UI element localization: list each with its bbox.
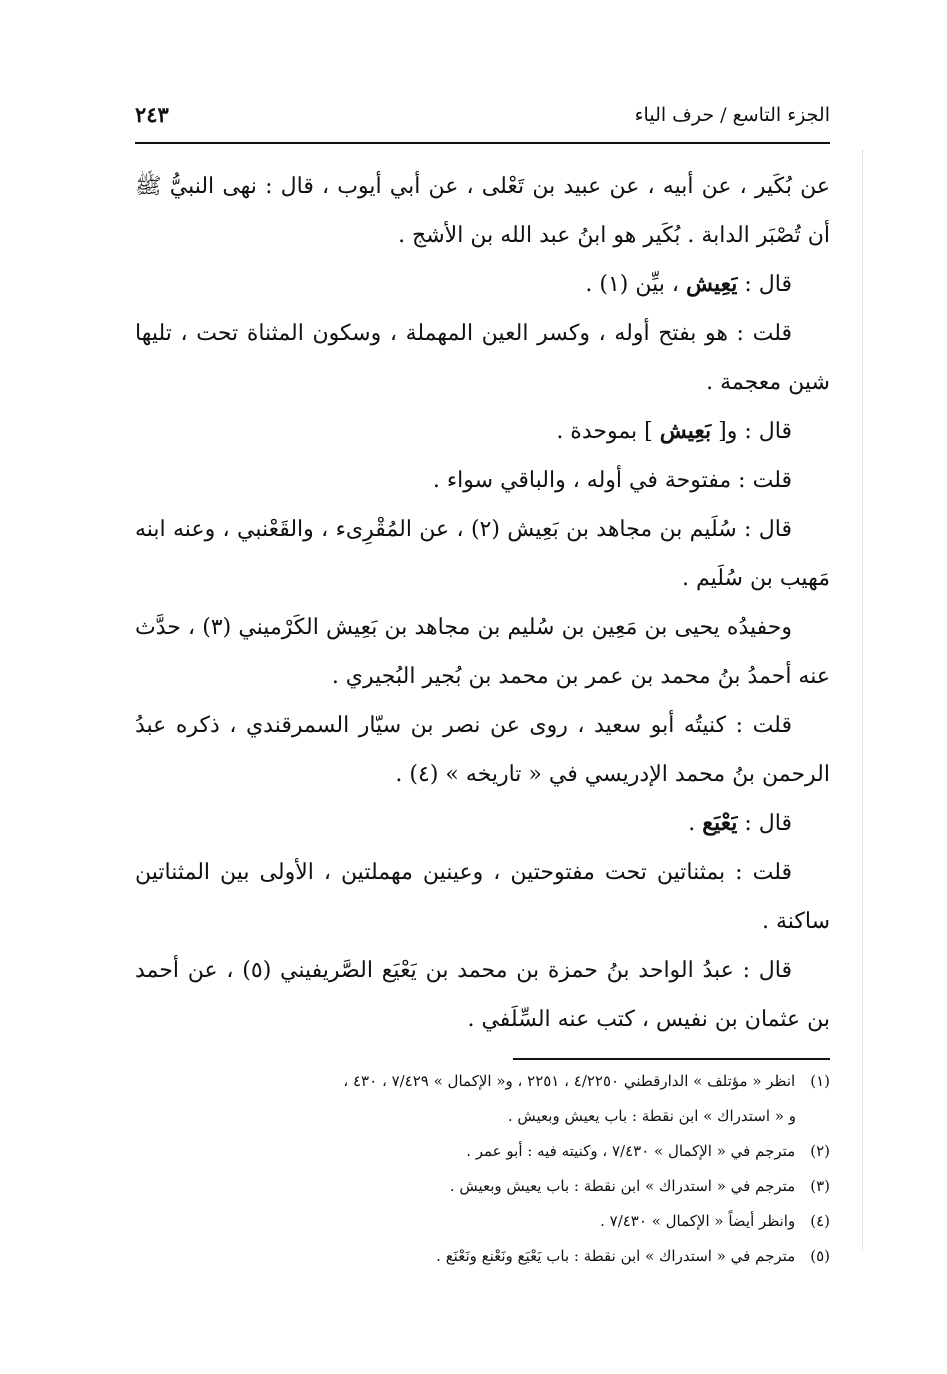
entry-yayaa [135,799,830,848]
page-number: ٢٤٣ [135,102,169,127]
footnote-5 [135,1239,830,1274]
running-title: الجزء التاسع / حرف الياء [634,104,830,126]
entry-prefix: قال : [737,811,792,836]
hadith-text: عن بُكَير ، عن أبيه ، عن عبيد بن تَعْلى ، عن أبي أيوب ، قال : نهى النبيُّ ﷺ أن تُصْبَر الدابة . [135,174,830,248]
note-yaish: قلت : هو بفتح أوله ، وكسر العين المهملة ، وسكون المثناة تحت ، تليها شين معجمة . [135,321,830,395]
entry-suffix: . [688,811,703,836]
footnote-text: وانظر أيضاً « الإكمال » ٧/٤٣٠ . [600,1212,796,1230]
entry-prefix: قال : [737,272,792,297]
entry-yaish [135,260,830,309]
footnote-number: (١) [810,1072,830,1090]
entry-baish [135,407,830,456]
scan-edge-artifact [862,150,863,1250]
footnote-number: (٣) [810,1177,830,1195]
paragraph-hadith [135,162,830,260]
entry-grandson: وحفيدُه يحيى بن مَعِين بن سُليم بن مجاهد بن بَعِيش الكَرْميني (٣) ، حدَّث عنه أحمدُ بنُ محمد بن عمر بن محمد بن بُجير البُجيري . [135,615,830,689]
narrator-note: بُكَير هو ابنُ عبد الله بن الأشج . [398,223,681,248]
entry-name: يَعْيَع [702,810,738,836]
footnote-2 [135,1134,830,1169]
footnote-text: انظر « مؤتلف » الدارقطني ٤/٢٢٥٠ ، ٢٢٥١ ، و« الإكمال » ٧/٤٢٩ ، ٤٣٠ ، [343,1072,796,1090]
entry-name: بَعِيش [659,418,712,444]
footnote-number: (٢) [810,1142,830,1160]
footnote-text: مترجم في « استدراك » ابن نقطة : باب يَعْيَع ونَعْنع ونَعْنَع . [436,1247,796,1265]
entry-name: يَعِيش [685,271,738,297]
footnote-text: مترجم في « استدراك » ابن نقطة : باب يعيش وبعيش . [449,1177,796,1195]
note-yayaa: قلت : بمثناتين تحت مفتوحتين ، وعينين مهملتين ، الأولى بين المثناتين ساكنة . [135,860,830,934]
footnote-3 [135,1169,830,1204]
entry-suffix: ] بموحدة . [556,419,660,444]
footnote-number: (٤) [810,1212,830,1230]
footnote-4 [135,1204,830,1239]
footnote-1 [135,1064,830,1099]
footnote-number: (٥) [810,1247,830,1265]
entry-suffix: ، بيِّن (١) . [585,272,686,297]
note-baish: قلت : مفتوحة في أوله ، والباقي سواء . [432,468,792,493]
footnote-divider [513,1058,830,1060]
entry-abdulwahid: قال : عبدُ الواحد بنُ حمزة بن محمد بن يَعْيَع الصَّريفيني (٥) ، عن أحمد بن عثمان بن نفيس ، كتب عنه السِّلَفي . [135,958,830,1032]
entry-sulaym: قال : سُلَيم بن مجاهد بن بَعِيش (٢) ، عن المُقْرِىء ، والقَعْنبي ، وعنه ابنه مَهيب بن سُلَيم . [135,517,830,591]
main-text [135,162,830,1044]
page-header [135,100,830,144]
entry-prefix: قال : و[ [711,419,792,444]
note-kunya: قلت : كنيتُه أبو سعيد ، روى عن نصر بن سيّار السمرقندي ، ذكره عبدُ الرحمن بنُ محمد الإدريسي في « تاريخه » (٤) . [135,713,830,787]
footnotes [135,1064,830,1274]
footnote-text: مترجم في « الإكمال » ٧/٤٣٠ ، وكنيته فيه : أبو عمر . [466,1142,796,1160]
footnote-1-continued: و « استدراك » ابن نقطة : باب يعيش وبعيش . [507,1107,796,1125]
